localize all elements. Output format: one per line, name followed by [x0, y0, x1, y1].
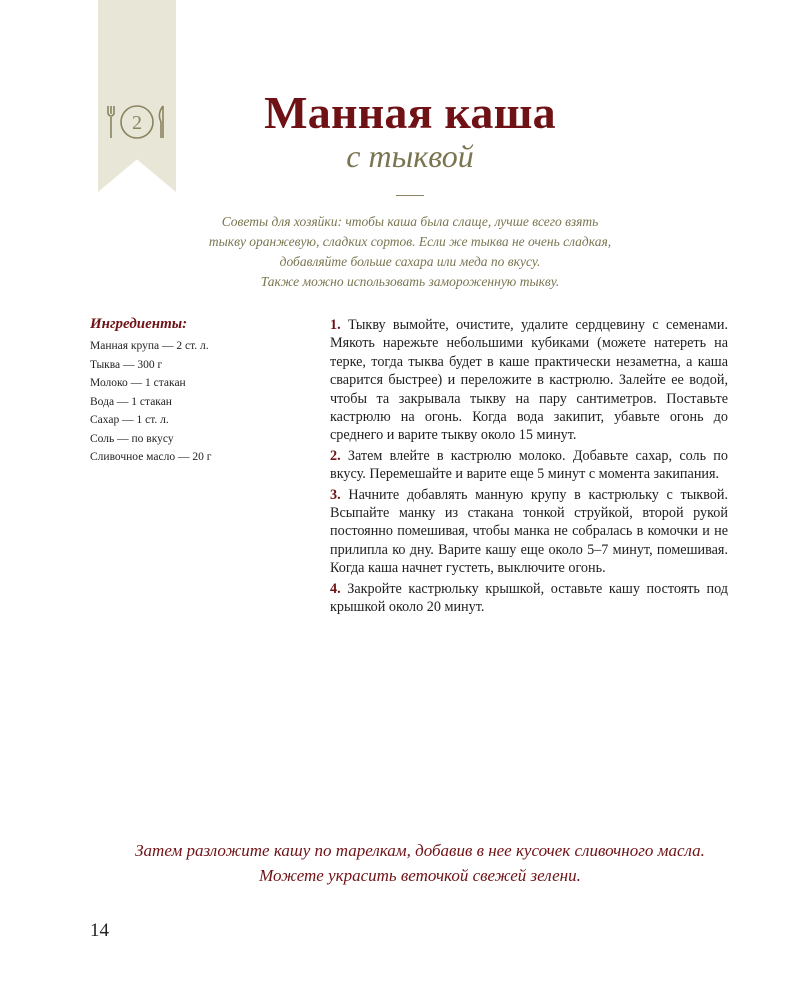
- chapter-number: 2: [132, 112, 142, 134]
- recipe-subtitle: с тыквой: [346, 138, 474, 174]
- ingredient-item: Сливочное масло — 20 г: [90, 451, 212, 463]
- ingredients-list: [90, 337, 290, 467]
- step-text: Тыкву вымойте, очистите, удалите сердцевину с семенами. Мякоть нарежьте небольшими кубиками (можете натереть на терке, тогда тыква будет в каше практически незаметна, а каша сварится быстрее) и переложите в кастрюлю. Залейте ее водой, чтобы та закрывала тыкву на пару сантиметров. Поставьте кастрюлю на огонь. Когда вода закипит, убавьте огонь до среднего и варите тыкву около 15 минут.: [330, 317, 728, 444]
- ingredient-item: Манная крупа — 2 ст. л.: [90, 340, 209, 352]
- step-text: Начните добавлять манную крупу в кастрюльку с тыквой. Всыпайте манку из стакана тонкой струйкой, второй рукой постоянно помешивая, чтобы манка не собралась в комочки и не прилипла ко дну. Варите кашу еще около 5–7 минут, помешивая. Когда каша начнет густеть, выключите огонь.: [330, 486, 729, 577]
- ingredient-item: Сахар — 1 ст. л.: [90, 414, 169, 426]
- ingredient-item: Тыква — 300 г: [90, 358, 163, 371]
- step-number: 3.: [330, 486, 341, 503]
- recipe-title: Манная каша: [264, 87, 556, 138]
- recipe-step: [330, 316, 728, 445]
- ingredient-item: Вода — 1 стакан: [90, 395, 172, 408]
- step-text: Затем влейте в кастрюлю молоко. Добавьте сахар, соль по вкусу. Перемешайте и варите еще 5 минут с момента закипания.: [330, 447, 728, 483]
- recipe-step: [330, 486, 728, 578]
- ingredient-item: Молоко — 1 стакан: [90, 377, 186, 389]
- tip-line: Советы для хозяйки: чтобы каша была слаще, лучше всего взять: [221, 214, 599, 229]
- housewife-tip: [160, 212, 660, 292]
- recipe-steps: [330, 316, 728, 619]
- step-number: 1.: [330, 317, 341, 333]
- recipe-step: [330, 580, 728, 617]
- step-number: 2.: [330, 447, 341, 464]
- tip-line: добавляйте больше сахара или меда по вкусу.: [279, 254, 541, 269]
- step-number: 4.: [330, 580, 341, 597]
- step-text: Закройте кастрюльку крышкой, оставьте кашу постоять под крышкой около 20 минут.: [330, 580, 728, 616]
- ingredient-item: Соль — по вкусу: [90, 432, 174, 445]
- tip-line: Также можно использовать замороженную тыкву.: [260, 274, 560, 289]
- ingredients-section: [90, 316, 290, 467]
- ingredients-title: Ингредиенты:: [90, 316, 188, 332]
- page-number: 14: [90, 920, 109, 941]
- tip-line: тыкву оранжевую, сладких сортов. Если же тыква не очень сладкая,: [208, 234, 612, 249]
- serving-note: Затем разложите кашу по тарелкам, добавив в нее кусочек сливочного масла. Можете украсить веточкой свежей зелени.: [135, 841, 705, 885]
- title-divider: [396, 195, 424, 196]
- recipe-step: [330, 447, 728, 484]
